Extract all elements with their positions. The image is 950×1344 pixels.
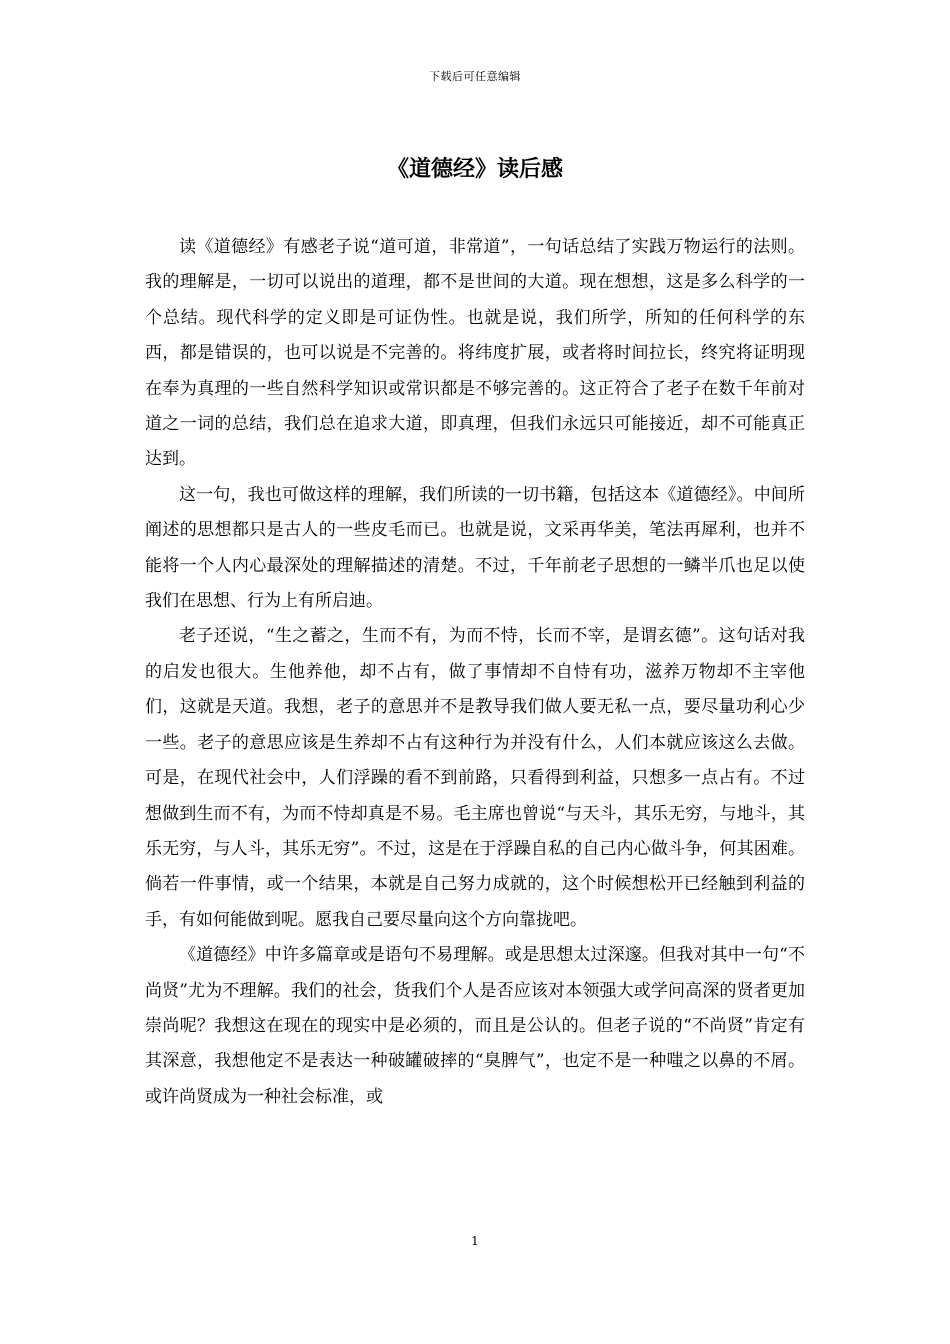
paragraph-2: 这一句，我也可做这样的理解，我们所读的一切书籍，包括这本《道德经》。中间所阐述的思想都只是古人的一些皮毛而已。也就是说，文采再华美，笔法再犀利，也并不能将一个人内心最深处的理解描述的清楚。不过，千年前老子思想的一鳞半爪也足以使我们在思想、行为上有所启迪。: [145, 484, 805, 612]
document-title: 《道德经》读后感: [386, 156, 563, 182]
paragraph-4: 《道德经》中许多篇章或是语句不易理解。或是思想太过深邃。但我对其中一句“不尚贤”尤为不理解。我们的社会，货我们个人是否应该对本领强大或学问高深的贤者更加崇尚呢？我想这在现在的现实中是必须的，而且是公认的。但老子说的“不尚贤”肯定有其深意，我想他定不是表达一种破罐破摔的“臭脾气”，也定不是一种嗤之以鼻的不屑。或许尚贤成为一种社会标准，或: [145, 945, 805, 1107]
document-body: [145, 230, 805, 1115]
paragraph-1: 读《道德经》有感老子说“道可道，非常道”，一句话总结了实践万物运行的法则。我的理解是，一切可以说出的道理，都不是世间的大道。现在想想，这是多么科学的一个总结。现代科学的定义即是可证伪性。也就是说，我们所学，所知的任何科学的东西，都是错误的，也可以说是不完善的。将纬度扩展，或者将时间拉长，终究将证明现在奉为真理的一些自然科学知识或常识都是不够完善的。这正符合了老子在数千年前对道之一词的总结，我们总在追求大道，即真理，但我们永远只可能接近，却不可能真正达到。: [145, 237, 805, 470]
page-header-note: 下载后可任意编辑: [429, 70, 521, 83]
paragraph-3: 老子还说，“生之蓄之，生而不有，为而不恃，长而不宰，是谓玄德”。这句话对我的启发也很大。生他养他，却不占有，做了事情却不自恃有功，滋养万物却不主宰他们，这就是天道。我想，老子的意思并不是教导我们做人要无私一点，要尽量功利心少一些。老子的意思应该是生养却不占有这种行为并没有什么，人们本就应该这么去做。可是，在现代社会中，人们浮躁的看不到前路，只看得到利益，只想多一点占有。不过想做到生而不有，为而不恃却真是不易。毛主席也曾说“与天斗，其乐无穷，与地斗，其乐无穷，与人斗，其乐无穷”。不过，这是在于浮躁自私的自己内心做斗争，何其困难。倘若一件事情，或一个结果，本就是自己努力成就的，这个时候想松开已经触到利益的手，有如何能做到呢。愿我自己要尽量向这个方向靠拢吧。: [145, 626, 805, 930]
page-number: 1: [471, 1234, 479, 1248]
